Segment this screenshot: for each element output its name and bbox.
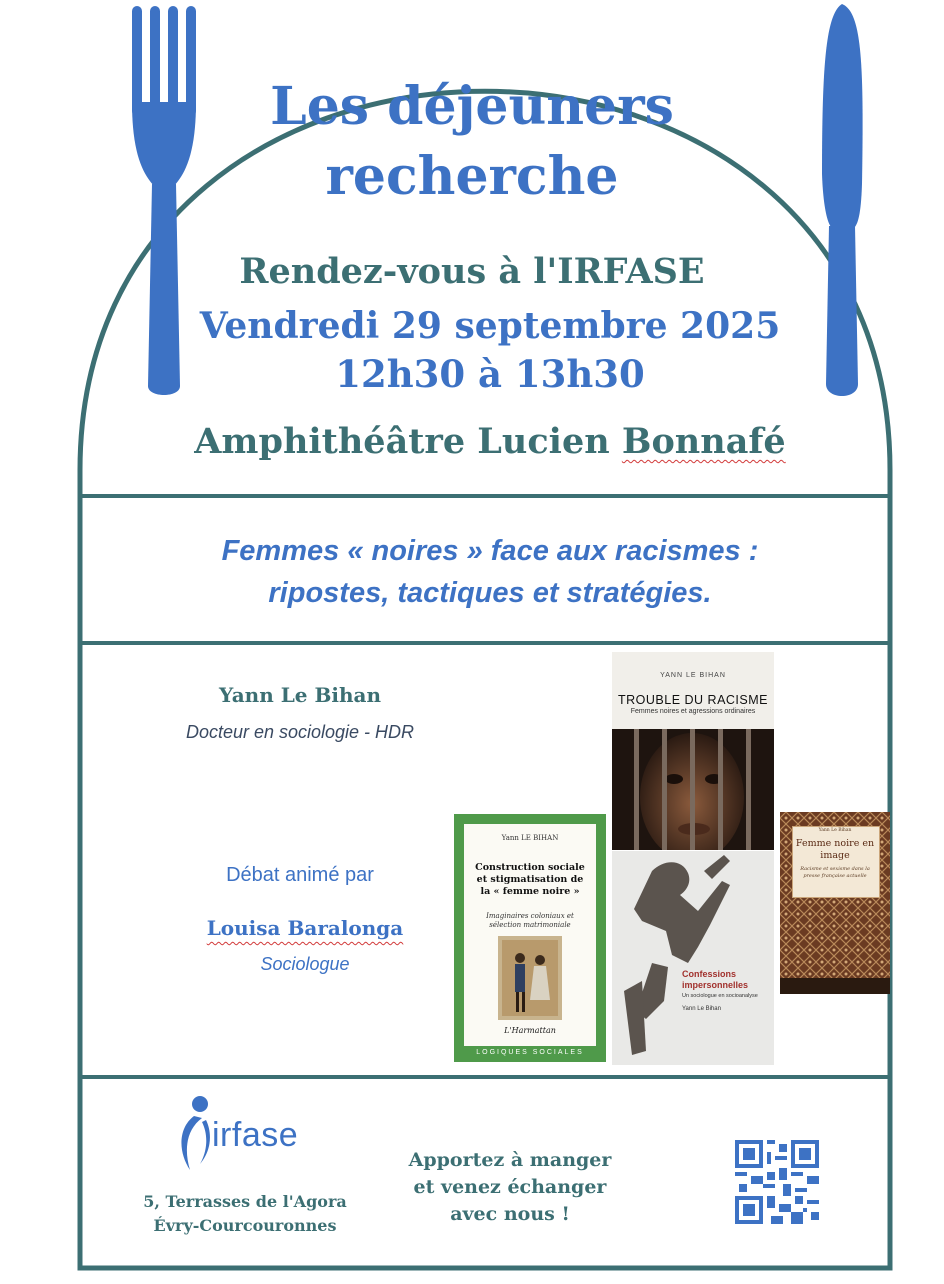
book-subtitle: Imaginaires coloniaux et sélection matrimoniale xyxy=(486,912,574,929)
cta-line-3: avec nous ! xyxy=(450,1203,570,1225)
moderator-name: Louisa Baralonga xyxy=(206,916,404,940)
event-date: Vendredi 29 septembre 2025 xyxy=(199,305,781,347)
address-line-2: Évry-Courcouronnes xyxy=(153,1216,337,1235)
book-author: Yann Le Bihan xyxy=(818,828,852,833)
irfase-logo-text: irfase xyxy=(212,1116,299,1154)
book-cover-confessions-impersonnelles xyxy=(612,851,774,1065)
book-title-panel xyxy=(792,826,880,898)
book-cover-construction-sociale xyxy=(454,814,606,1062)
event-venue xyxy=(100,418,880,466)
book-cover-photo xyxy=(612,729,774,850)
book-subtitle: Racisme et sexisme dans la presse française actuelle xyxy=(800,866,870,879)
speaker-name: Yann Le Bihan xyxy=(218,683,382,707)
book-title: Femme noire en image xyxy=(795,838,875,861)
title-line-1: Les déjeuners xyxy=(270,76,674,137)
book-cover-trouble-du-racisme xyxy=(612,652,774,850)
cta-line-1: Apportez à manger xyxy=(408,1149,612,1171)
event-time: 12h30 à 13h30 xyxy=(335,352,645,396)
book-author: Yann LE BIHAN xyxy=(501,834,559,842)
theme-line-2: ripostes, tactiques et stratégies. xyxy=(268,577,712,609)
irfase-logo-mark xyxy=(176,1094,212,1172)
theme-line-1: Femmes « noires » face aux racismes : xyxy=(221,535,759,567)
book-cover-femme-noire-en-image xyxy=(780,812,890,994)
moderator-role: Sociologue xyxy=(260,954,350,974)
moderator-intro: Débat animé par xyxy=(226,864,374,886)
talk-theme xyxy=(90,530,890,614)
call-to-action xyxy=(375,1147,645,1228)
book-subtitle: Un sociologue en socioanalyse xyxy=(682,993,758,999)
book-publisher: L'Harmattan xyxy=(504,1026,556,1035)
qr-code-icon[interactable] xyxy=(735,1140,819,1224)
book-title: Construction sociale et stigmatisation de la « femme noire » xyxy=(475,862,585,897)
book-cover-sculpture xyxy=(612,851,774,1065)
venue-prefix: Amphithéâtre Lucien xyxy=(194,421,610,462)
book-title: Confessions impersonnelles xyxy=(682,969,749,990)
book-publisher-band xyxy=(780,978,890,994)
book-cover-illustration xyxy=(498,936,562,1020)
address xyxy=(120,1190,370,1238)
book-subtitle: Femmes noires et agressions ordinaires xyxy=(630,708,756,715)
rendezvous-text: Rendez-vous à l'IRFASE xyxy=(239,251,705,292)
event-title xyxy=(100,72,844,212)
book-author: Yann Le Bihan xyxy=(682,1006,721,1012)
address-line-1: 5, Terrasses de l'Agora xyxy=(143,1192,347,1211)
book-author: YANN LE BIHAN xyxy=(660,672,726,679)
moderator-name-wrap xyxy=(150,916,460,940)
book-collection: LOGIQUES SOCIALES xyxy=(476,1049,584,1056)
irfase-logo xyxy=(176,1094,326,1172)
venue-name: Bonnafé xyxy=(621,421,786,462)
book-title: TROUBLE DU RACISME xyxy=(618,693,768,707)
speaker-role: Docteur en sociologie - HDR xyxy=(185,722,415,742)
title-line-2: recherche xyxy=(325,146,619,207)
cta-line-2: et venez échanger xyxy=(413,1176,607,1198)
